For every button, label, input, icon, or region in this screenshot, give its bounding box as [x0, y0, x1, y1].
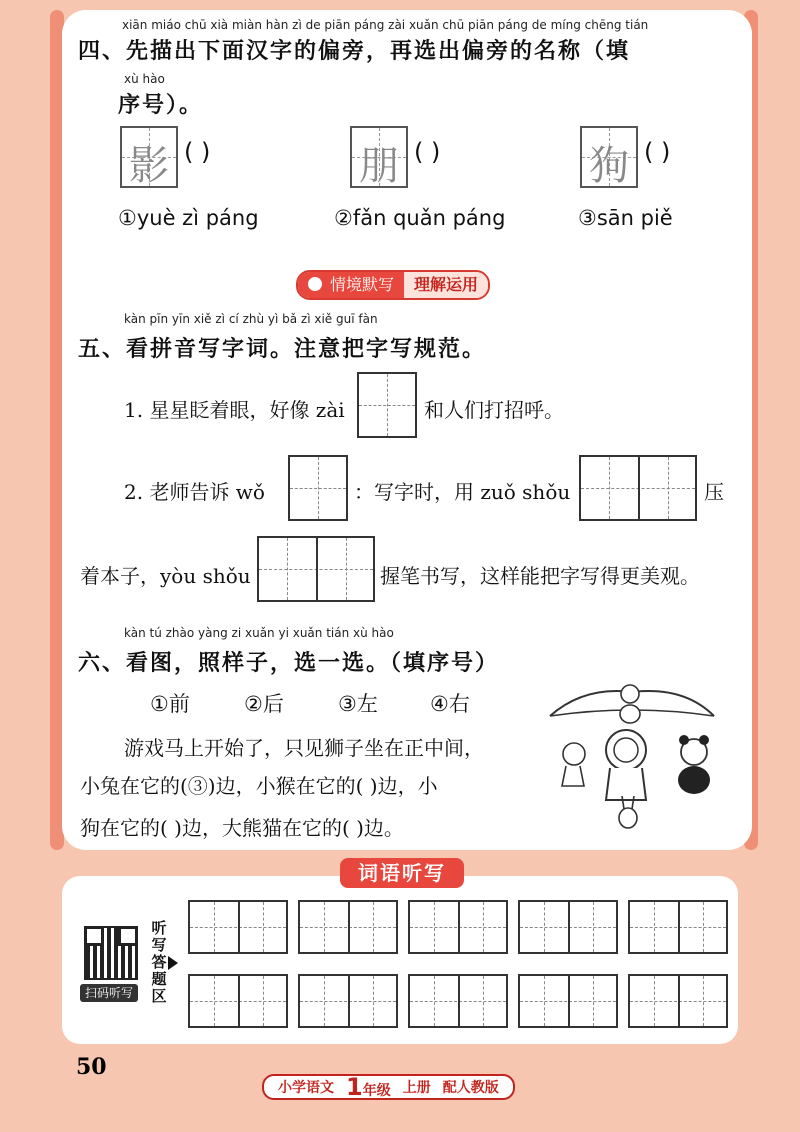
q5-s2-middle: ：写字时，用 zuǒ shǒu [354, 480, 571, 504]
dictation-title: 词语听写 [340, 858, 464, 888]
footer-grade-number: 1 [346, 1073, 363, 1101]
direction-option: ①前 [150, 692, 190, 716]
option-1: ①yuè zì páng [118, 206, 259, 230]
qr-code-icon[interactable] [84, 926, 138, 980]
direction-option: ②后 [244, 692, 284, 716]
dog-icon [562, 743, 585, 786]
answer-paren[interactable]: ( ) [644, 138, 671, 166]
q5-s3-suffix: 握笔书写，这样能把字写得更美观。 [380, 564, 700, 588]
q4-pinyin: xiān miáo chū xià miàn hàn zì de piān páng zài xuǎn chū piān páng de míng chēng tián [122, 18, 649, 32]
footer-term: 上册 [402, 1080, 431, 1096]
panda-icon [678, 735, 710, 794]
dictation-writing-grid[interactable] [518, 900, 618, 954]
direction-option: ③左 [338, 692, 378, 716]
q6-title: 六、看图，照样子，选一选。（填序号） [78, 651, 500, 676]
footer-edition: 配人教版 [442, 1080, 499, 1096]
option-3: ③sān piě [578, 206, 673, 230]
dictation-writing-grid[interactable] [628, 974, 728, 1028]
dictation-writing-grid[interactable] [298, 900, 398, 954]
qr-label: 扫码听写 [80, 984, 138, 1002]
q6-paragraph-3: 狗在它的( )边，大熊猫在它的( )边。 [80, 816, 404, 840]
writing-grid[interactable] [288, 455, 348, 521]
q6-pinyin: kàn tú zhào yàng zi xuǎn yi xuǎn tián xù hào [124, 626, 394, 640]
option-2: ②fǎn quǎn páng [334, 206, 506, 230]
dictation-area-label: 听写答题区 [151, 919, 167, 1005]
writing-grid[interactable] [357, 372, 417, 438]
dictation-writing-grid[interactable] [298, 974, 398, 1028]
q5-title: 五、看拼音写字词。注意把字写规范。 [78, 337, 487, 362]
trace-char-box: 影 [120, 126, 178, 188]
medal-icon [306, 275, 324, 293]
dictation-writing-grid[interactable] [628, 900, 728, 954]
lion-icon [606, 730, 646, 800]
monkey-icon [620, 685, 640, 723]
q5-s2-prefix: 2. 老师告诉 wǒ [124, 480, 265, 504]
q6-paragraph-1: 游戏马上开始了，只见狮子坐在正中间， [124, 736, 484, 760]
direction-option: ④右 [430, 692, 470, 716]
section-banner [296, 270, 490, 300]
dictation-writing-grid[interactable] [188, 900, 288, 954]
page-number: 50 [76, 1054, 107, 1080]
dictation-writing-grid[interactable] [408, 974, 508, 1028]
answer-paren[interactable]: ( ) [414, 138, 441, 166]
dictation-writing-grid[interactable] [408, 900, 508, 954]
banner-left-label: 情境默写 [330, 275, 395, 294]
banner-right-label: 理解运用 [404, 272, 488, 298]
answer-paren[interactable]: ( ) [184, 138, 211, 166]
q5-s3-prefix: 着本子，yòu shǒu [80, 564, 251, 588]
dictation-writing-grid[interactable] [188, 974, 288, 1028]
footer-subject: 小学语文 [278, 1080, 334, 1096]
writing-grid[interactable] [257, 536, 375, 602]
dictation-writing-grid[interactable] [518, 974, 618, 1028]
q5-pinyin: kàn pīn yīn xiě zì cí zhù yì bǎ zì xiě guī fàn [124, 312, 378, 326]
writing-grid[interactable] [579, 455, 697, 521]
footer-label [262, 1074, 515, 1100]
trace-char-box: 朋 [350, 126, 408, 188]
q4-title: 四、先描出下面汉字的偏旁，再选出偏旁的名称（填 [78, 39, 631, 64]
q5-s2-suffix: 压 [704, 480, 724, 504]
q4-title-2: 序号）。 [118, 93, 204, 118]
trace-char-box: 狗 [580, 126, 638, 188]
footer-grade: 年级 [362, 1083, 391, 1099]
q5-s1-prefix: 1. 星星眨着眼，好像 zài [124, 398, 345, 422]
q5-s1-suffix: 和人们打招呼。 [424, 398, 564, 422]
triangle-arrow-icon [168, 956, 178, 970]
q4-pinyin-2: xù hào [124, 72, 165, 86]
q6-paragraph-2: 小兔在它的(③)边，小猴在它的( )边，小 [80, 774, 438, 798]
animals-illustration [544, 676, 720, 834]
